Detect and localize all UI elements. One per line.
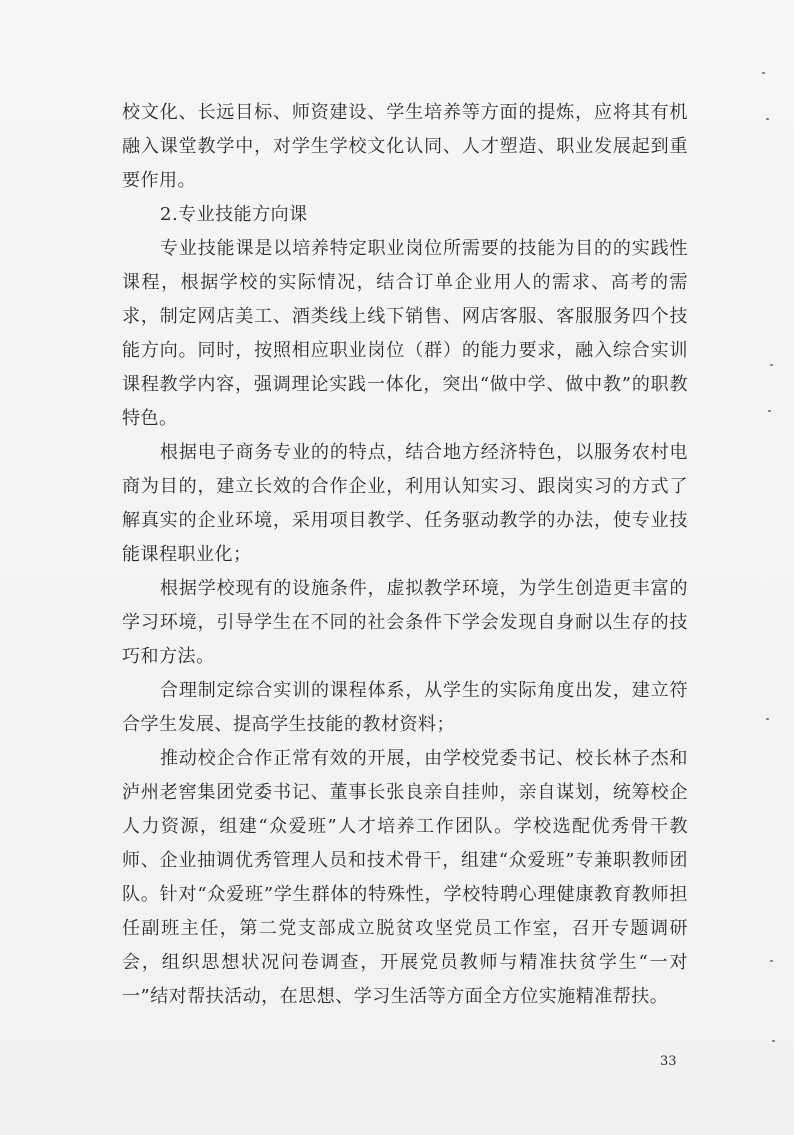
paragraph-ecommerce: 根据电子商务专业的的特点，结合地方经济特色，以服务农村电商为目的，建立长效的合作企业，利用认知实习、跟岗实习的方式了解真实的企业环境，采用项目教学、任务驱动教学的办法，使专业技能课程职业化； (122, 442, 688, 565)
paragraph-skills-course: 专业技能课是以培养特定职业岗位所需要的技能为目的的实践性课程，根据学校的实际情况，结合订单企业用人的需求、高考的需求，制定网店美工、酒类线上线下销售、网店客服、客服服务四个技能方向。同时，按照相应职业岗位（群）的能力要求，融入综合实训课程教学内容，强调理论实践一体化，突出“做中学、做中教”的职教特色。 (122, 238, 688, 429)
section-heading: 2.专业技能方向课 (160, 204, 308, 225)
scan-speck (772, 1040, 775, 1042)
scan-speck (770, 960, 773, 962)
page-number: 33 (660, 1054, 677, 1069)
scan-speck (768, 410, 771, 412)
body-text (122, 96, 688, 1014)
scan-speck (766, 718, 769, 720)
paragraph-training-system: 合理制定综合实训的课程体系，从学生的实际角度出发，建立符合学生发展、提高学生技能的教材资料； (122, 680, 688, 735)
scan-speck (770, 364, 773, 366)
scan-speck (762, 72, 765, 74)
paragraph-facilities: 根据学校现有的设施条件，虚拟教学环境，为学生创造更丰富的学习环境，引导学生在不同的社会条件下学会发现自身耐以生存的技巧和方法。 (122, 578, 688, 667)
paragraph-school-enterprise: 推动校企合作正常有效的开展，由学校党委书记、校长林子杰和泸州老窖集团党委书记、董事长张良亲自挂帅，亲自谋划，统筹校企人力资源，组建“众爱班”人才培养工作团队。学校选配优秀骨干教师、企业抽调优秀管理人员和技术骨干，组建“众爱班”专兼职教师团队。针对“众爱班”学生群体的特殊性，学校特聘心理健康教育教师担任副班主任，第二党支部成立脱贫攻坚党员工作室，召开专题调研会，组织思想状况问卷调查，开展党员教师与精准扶贫学生“一对一”结对帮扶活动，在思想、学习生活等方面全方位实施精准帮扶。 (122, 748, 688, 1007)
scan-speck (766, 118, 769, 120)
paragraph-continuation: 校文化、长远目标、师资建设、学生培养等方面的提炼，应将其有机融入课堂教学中，对学生学校文化认同、人才塑造、职业发展起到重要作用。 (122, 102, 688, 191)
